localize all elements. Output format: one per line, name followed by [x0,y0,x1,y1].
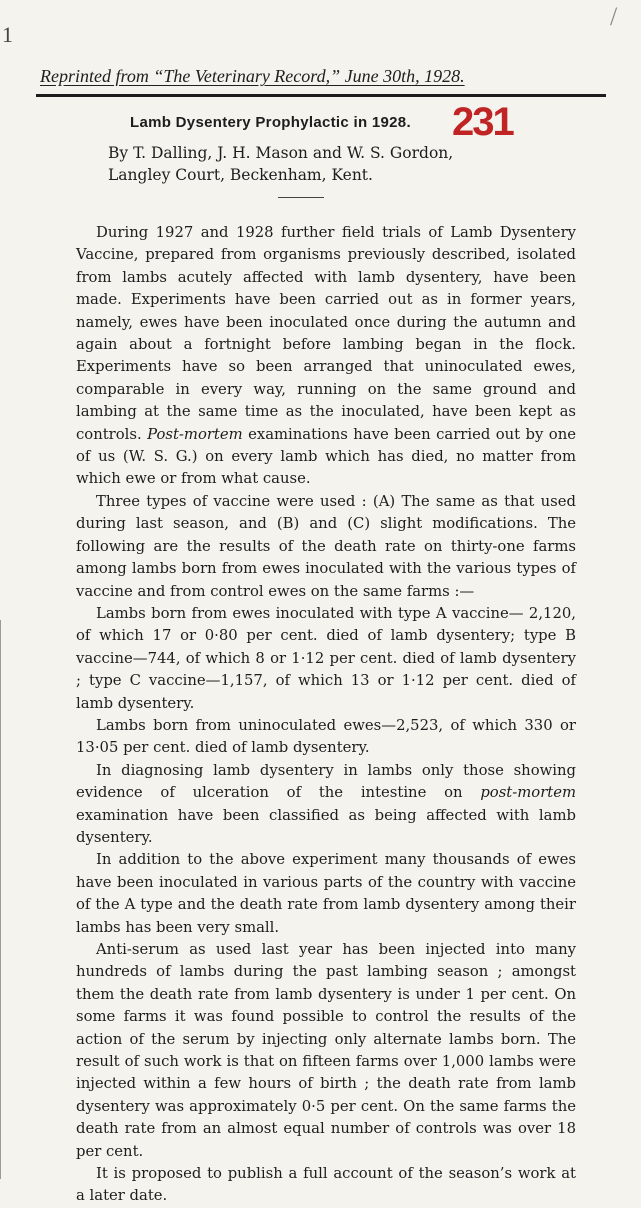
header-rule [36,94,606,97]
paragraph-1-text: During 1927 and 1928 further field trials of Lamb Dysentery Vaccine, prepared from organisms previously described, isolated from lambs acutely affected with lamb dysentery, have been made. Experiments have been carried out as in former years, namely, ewes have been inoculated once during the autumn and again about a fortnight before lambing began in the flock. Experiments have so been arranged that uninoculated ewes, comparable in every way, running on the same ground and lambing at the same time as the inoculated, have been kept as controls. [76,224,576,443]
paragraph-4: Lambs born from uninoculated ewes—2,523, of which 330 or 13·05 per cent. died of lamb dysentery. [76,716,576,757]
corner-pencil-mark: / [610,2,618,31]
post-mortem-sentence: examinations have been carried out by one of us (W. S. G.) on every lamb which has died, no matter from which ewe or from what cause. [76,425,576,488]
paragraph-5: In diagnosing lamb dysentery in lambs only those showing evidence of ulceration of the intestine on post-mortem examination have been classified as being affected with lamb dysentery. [76,761,576,846]
paragraph-7: Anti-serum as used last year has been injected into many hundreds of lambs during the past lambing season ; amongst them the death rate from lamb dysentery is under 1 per cent. On some farms it was found possible to control the results of the action of the serum by injecting only alternate lambs born. The result of such work is that on fifteen farms over 1,000 lambs were injected within a few hours of birth ; the death rate from lamb dysentery was approximately 0·5 per cent. On the same farms the death rate from an almost equal number of controls was over 18 per cent. [76,941,576,1160]
paragraph-6: In addition to the above experiment many thousands of ewes have been inoculated in various parts of the country with vaccine of the A type and the death rate from lamb dysentery among their lambs has been very small. [76,851,576,936]
article-title: Lamb Dysentery Prophylactic in 1928. [130,114,411,131]
authors-line: By T. Dalling, J. H. Mason and W. S. Gordon, [108,144,454,162]
paragraph-2: Three types of vaccine were used : (A) The same as that used during last season, and (B) and (C) slight modifications. The following are the results of the death rate on thirty-one farms among lambs born from ewes inoculated with the various types of vaccine and from control ewes on the same farms :— [76,492,576,600]
address-line: Langley Court, Beckenham, Kent. [108,166,373,184]
post-mortem-italic: Post-mortem [147,425,243,443]
paragraph-3: Lambs born from ewes inoculated with type A vaccine— 2,120, of which 17 or 0·80 per cent. died of lamb dysentery; type B vaccine—744, of which 8 or 1·12 per cent. died of lamb dysentery ; type C vaccine—1,157, of which 13 or 1·12 per cent. died of lamb dysentery. [76,604,576,712]
article-body [76,222,576,1208]
title-separator [278,197,324,198]
margin-page-mark: 1 [2,22,13,47]
reprint-header: Reprinted from “The Veterinary Record,” June 30th, 1928. [40,66,465,86]
page-edge-line [0,620,7,1179]
paragraph-1 [76,222,576,491]
handwritten-reference-number: 231 [452,100,513,144]
paragraph-8: It is proposed to publish a full account of the season’s work at a later date. [76,1165,576,1205]
